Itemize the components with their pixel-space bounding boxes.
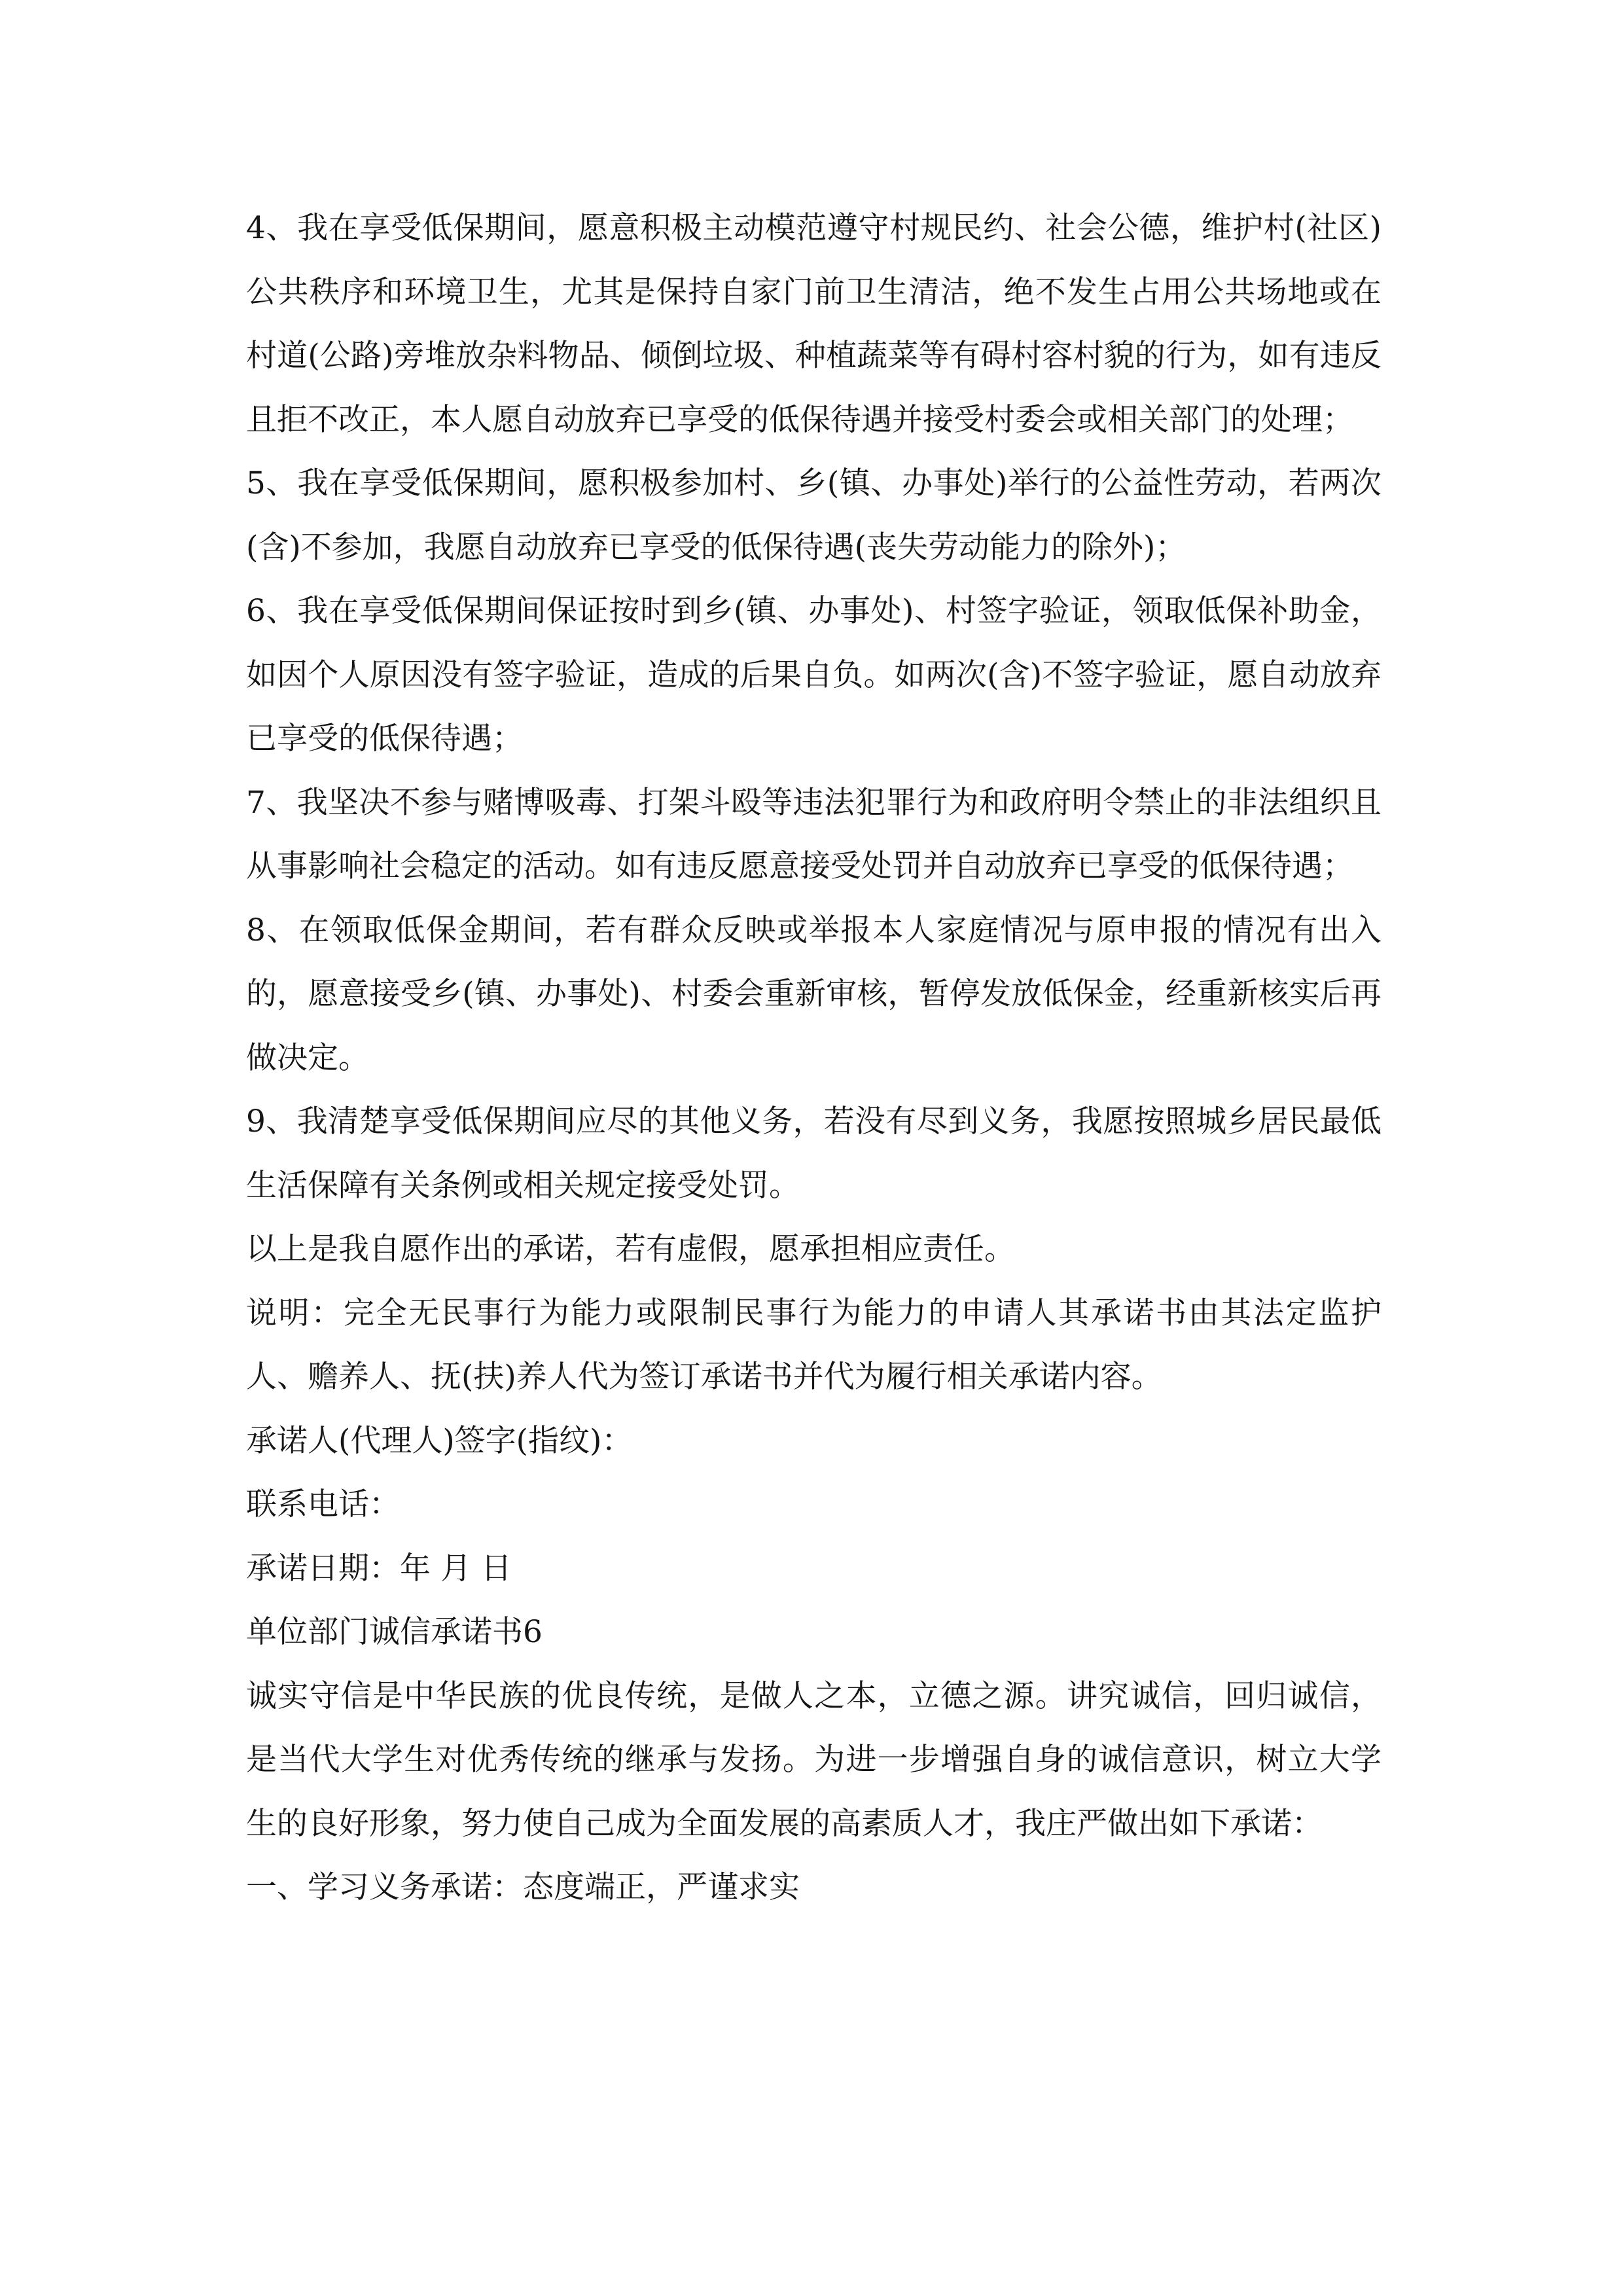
intro-paragraph: 诚实守信是中华民族的优良传统，是做人之本，立德之源。讲究诚信，回归诚信，是当代大学生对优秀传统的继承与发扬。为进一步增强自身的诚信意识，树立大学生的良好形象，努力使自己成为全面发展的高素质人才，我庄严做出如下承诺： [246,1677,1382,1842]
paragraph-item-9: 9、我清楚享受低保期间应尽的其他义务，若没有尽到义务，我愿按照城乡居民最低生活保障有关条例或相关规定接受处罚。 [246,1103,1382,1204]
paragraph-item-6: 6、我在享受低保期间保证按时到乡(镇、办事处)、村签字验证，领取低保补助金，如因个人原因没有签字验证，造成的后果自负。如两次(含)不签字验证，愿自动放弃已享受的低保待遇； [246,593,1382,757]
signature-line: 承诺人(代理人)签字(指纹)： [246,1422,633,1459]
paragraph-item-4: 4、我在享受低保期间，愿意积极主动模范遵守村规民约、社会公德，维护村(社区)公共秩序和环境卫生，尤其是保持自家门前卫生清洁，绝不发生占用公共场地或在村道(公路)旁堆放杂料物品、倾倒垃圾、种植蔬菜等有碍村容村貌的行为，如有违反且拒不改正，本人愿自动放弃已享受的低保待遇并接受村委会或相关部门的处理； [246,210,1382,438]
commitment-statement: 以上是我自愿作出的承诺，若有虚假，愿承担相应责任。 [246,1231,1015,1267]
paragraph-item-8: 8、在领取低保金期间，若有群众反映或举报本人家庭情况与原申报的情况有出入的，愿意接受乡(镇、办事处)、村委会重新审核，暂停发放低保金，经重新核实后再做决定。 [246,912,1382,1076]
date-line: 承诺日期：年 月 日 [246,1550,512,1587]
paragraph-item-7: 7、我坚决不参与赌博吸毒、打架斗殴等违法犯罪行为和政府明令禁止的非法组织且从事影响社会稳定的活动。如有违反愿意接受处罚并自动放弃已享受的低保待遇； [246,784,1382,884]
first-commitment-heading: 一、学习义务承诺：态度端正，严谨求实 [246,1869,800,1905]
section-title: 单位部门诚信承诺书6 [246,1614,543,1650]
phone-line: 联系电话： [246,1486,400,1522]
paragraph-item-5: 5、我在享受低保期间，愿积极参加村、乡(镇、办事处)举行的公益性劳动，若两次(含)不参加，我愿自动放弃已享受的低保待遇(丧失劳动能力的除外)； [246,465,1382,565]
document-body [246,196,1382,1920]
explanation-note: 说明：完全无民事行为能力或限制民事行为能力的申请人其承诺书由其法定监护人、赡养人、抚(扶)养人代为签订承诺书并代为履行相关承诺内容。 [246,1295,1382,1395]
